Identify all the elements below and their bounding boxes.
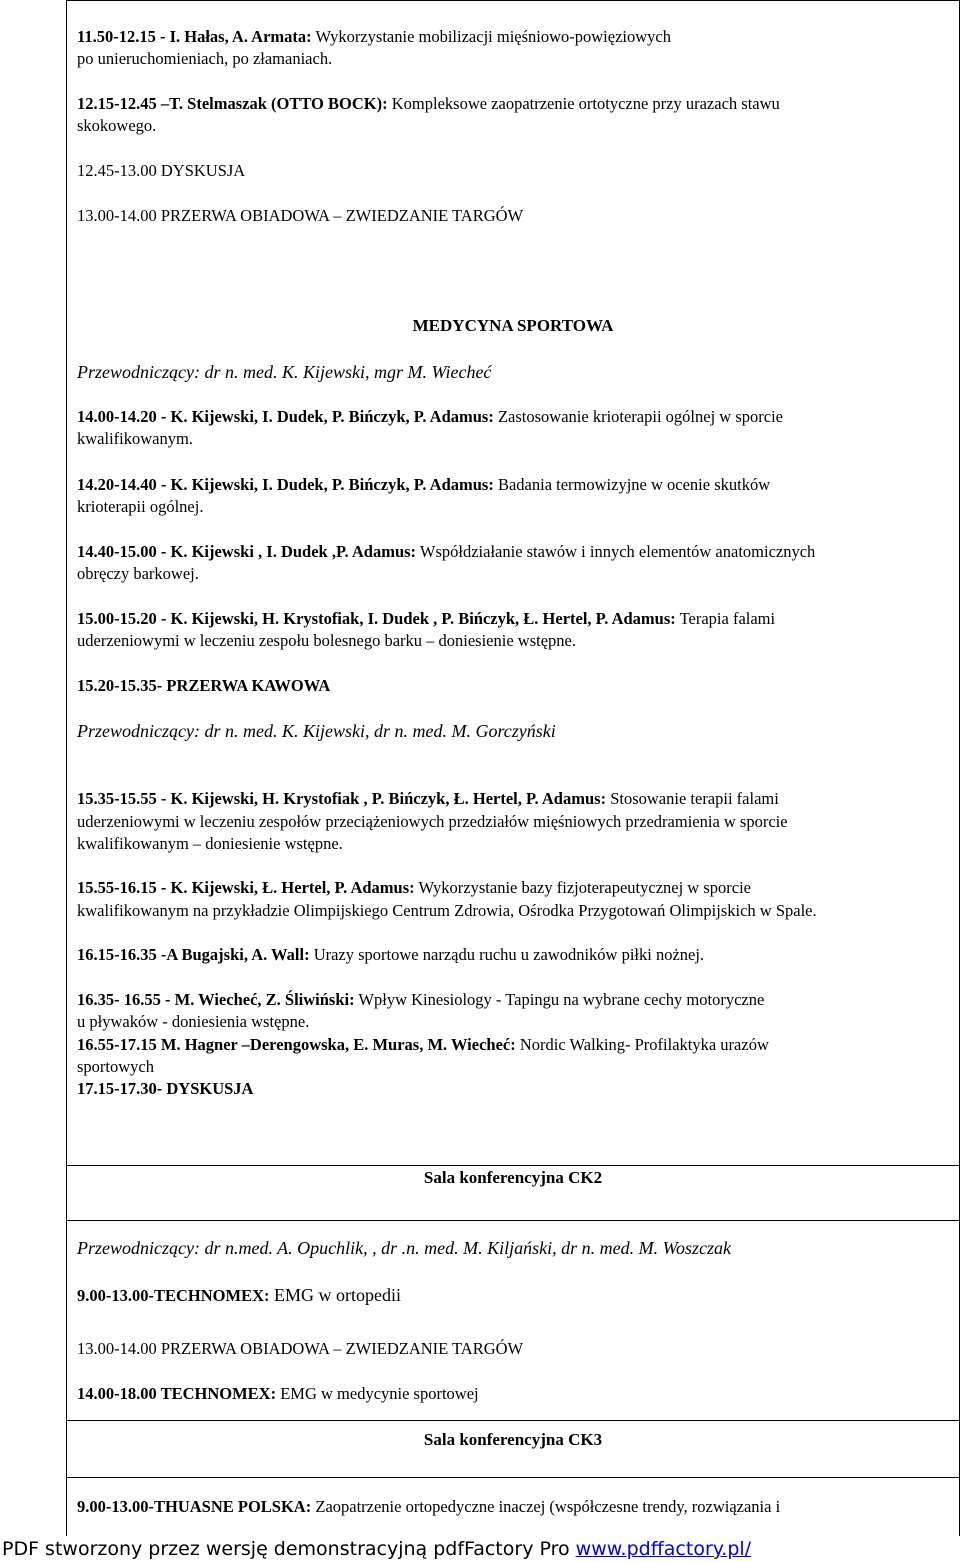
session-thuasne: 9.00-13.00-THUASNE POLSKA: Zaopatrzenie ortopedyczne inaczej (współczesne trendy, rozwiązania i	[77, 1497, 781, 1516]
chairpersons-3: Przewodniczący: dr n.med. A. Opuchlik, , dr .n. med. M. Kiljański, dr n. med. M. Woszczak	[77, 1238, 731, 1258]
talk-kijewski-5: 15.35-15.55 - K. Kijewski, H. Krystofiak , P. Bińczyk, Ł. Hertel, P. Adamus: Stosowanie terapii falami	[77, 789, 779, 808]
pdf-footer: PDF stworzony przez wersję demonstracyjną pdfFactory Pro www.pdffactory.pl/	[0, 1536, 960, 1563]
talk-kijewski-5-cont: uderzeniowymi w leczeniu zespołów przeciążeniowych przedziałów mięśniowych przedramienia w sporcie	[77, 812, 788, 831]
talk-kijewski-6: 15.55-16.15 - K. Kijewski, Ł. Hertel, P. Adamus: Wykorzystanie bazy fizjoterapeutycznej w sporcie	[77, 878, 751, 897]
talk-kijewski-1: 14.00-14.20 - K. Kijewski, I. Dudek, P. Bińczyk, P. Adamus: Zastosowanie krioterapii ogólnej w sporcie	[77, 407, 783, 426]
talk-kijewski-6-cont: kwalifikowanym na przykładzie Olimpijskiego Centrum Zdrowia, Ośrodka Przygotowań Olimpijskich w Spale.	[77, 901, 817, 920]
talk-hagner: 16.55-17.15 M. Hagner –Derengowska, E. Muras, M. Wiecheć: Nordic Walking- Profilaktyka urazów	[77, 1035, 769, 1054]
talk-kijewski-5-cont2: kwalifikowanym – doniesienie wstępne.	[77, 834, 343, 853]
section-title-sports-medicine: MEDYCYNA SPORTOWA	[412, 316, 614, 335]
talk-kijewski-4-cont: uderzeniowymi w leczeniu zespołu bolesnego barku – doniesienie wstępne.	[77, 631, 576, 650]
talk-kijewski-3: 14.40-15.00 - K. Kijewski , I. Dudek ,P. Adamus: Współdziałanie stawów i innych elementów anatomicznych	[77, 542, 816, 561]
talk-kijewski-4: 15.00-15.20 - K. Kijewski, H. Krystofiak, I. Dudek , P. Bińczyk, Ł. Hertel, P. Adamus: Terapia falami	[77, 609, 776, 628]
talk-hagner-cont: sportowych	[77, 1057, 154, 1076]
talk-wiechec-sliwinski-cont: u pływaków - doniesienia wstępne.	[77, 1012, 310, 1031]
lunch-break-2: 13.00-14.00 PRZERWA OBIADOWA – ZWIEDZANIE TARGÓW	[77, 1339, 524, 1358]
session-technomex-1: 9.00-13.00-TECHNOMEX: EMG w ortopedii	[77, 1285, 401, 1305]
discussion-1: 12.45-13.00 DYSKUSJA	[77, 161, 246, 180]
section-title-ck2: Sala konferencyjna CK2	[423, 1168, 603, 1187]
talk-kijewski-3-cont: obręczy barkowej.	[77, 564, 199, 583]
talk-bugajski-wall: 16.15-16.35 -A Bugajski, A. Wall: Urazy sportowe narządu ruchu u zawodników piłki nożnej.	[77, 945, 705, 964]
talk-kijewski-1-cont: kwalifikowanym.	[77, 429, 193, 448]
discussion-2: 17.15-17.30- DYSKUSJA	[77, 1079, 254, 1098]
pdffactory-link[interactable]: www.pdffactory.pl/	[575, 1538, 752, 1560]
talk-stelmaszak-cont: skokowego.	[77, 116, 157, 135]
coffee-break: 15.20-15.35- PRZERWA KAWOWA	[77, 676, 331, 695]
section-title-ck3: Sala konferencyjna CK3	[423, 1430, 603, 1449]
talk-kijewski-2: 14.20-14.40 - K. Kijewski, I. Dudek, P. Bińczyk, P. Adamus: Badania termowizyjne w ocenie skutków	[77, 475, 771, 494]
chairpersons-1: Przewodniczący: dr n. med. K. Kijewski, mgr M. Wiecheć	[77, 362, 492, 382]
session-technomex-2: 14.00-18.00 TECHNOMEX: EMG w medycynie sportowej	[77, 1384, 479, 1403]
chairpersons-2: Przewodniczący: dr n. med. K. Kijewski, dr n. med. M. Gorczyński	[77, 721, 556, 741]
lunch-break-1: 13.00-14.00 PRZERWA OBIADOWA – ZWIEDZANIE TARGÓW	[77, 206, 524, 225]
talk-stelmaszak: 12.15-12.45 –T. Stelmaszak (OTTO BOCK): Kompleksowe zaopatrzenie ortotyczne przy urazach stawu	[77, 94, 780, 113]
talk-halas-armata: 11.50-12.15 - I. Hałas, A. Armata: Wykorzystanie mobilizacji mięśniowo-powięziowych	[77, 27, 671, 46]
talk-wiechec-sliwinski: 16.35- 16.55 - M. Wiecheć, Z. Śliwiński: Wpływ Kinesiology - Tapingu na wybrane cechy motoryczne	[77, 990, 765, 1009]
talk-kijewski-2-cont: krioterapii ogólnej.	[77, 497, 204, 516]
talk-halas-armata-cont: po unieruchomieniach, po złamaniach.	[77, 49, 333, 68]
